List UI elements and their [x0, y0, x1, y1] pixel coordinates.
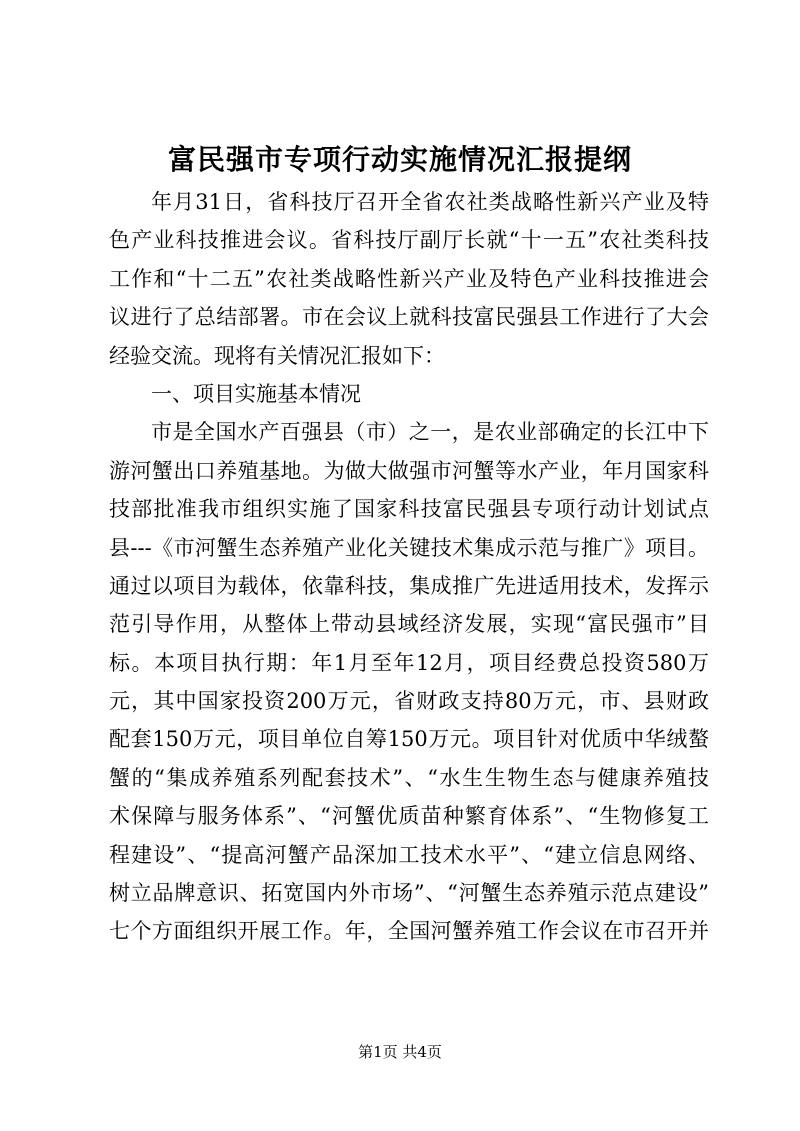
paragraph-line: 程建设”、“提高河蟹产品深加工技术水平”、“建立信息网络、	[109, 842, 709, 867]
paragraph-line: 范引导作用，从整体上带动县域经济发展，实现“富民强市”目	[109, 612, 709, 637]
paragraph-line: 经验交流。现将有关情况汇报如下：	[109, 343, 445, 368]
paragraph-line: 色产业科技推进会议。省科技厅副厅长就“十一五”农社类科技	[109, 228, 709, 253]
paragraph-line: 年月31日，省科技厅召开全省农社类战略性新兴产业及特	[151, 190, 709, 214]
paragraph-line: 议进行了总结部署。市在会议上就科技富民强县工作进行了大会	[109, 305, 709, 330]
paragraph-line: 术保障与服务体系”、“河蟹优质苗种繁育体系”、“生物修复工	[109, 804, 709, 829]
paragraph-line: 技部批准我市组织实施了国家科技富民强县专项行动计划试点	[109, 497, 709, 522]
paragraph-line: 配套150万元，项目单位自筹150万元。项目针对优质中华绒螯	[109, 727, 709, 752]
paragraph-line: 元，其中国家投资200万元，省财政支持80万元，市、县财政	[109, 689, 709, 714]
document-title: 富民强市专项行动实施情况汇报提纲	[167, 143, 632, 176]
paragraph-line: 蟹的“集成养殖系列配套技术”、“水生生物生态与健康养殖技	[109, 765, 709, 790]
paragraph-line: 树立品牌意识、拓宽国内外市场”、“河蟹生态养殖示范点建设”	[109, 881, 709, 906]
paragraph-line: 标。本项目执行期：年1月至年12月，项目经费总投资580万	[109, 650, 709, 675]
paragraph-line: 游河蟹出口养殖基地。为做大做强市河蟹等水产业，年月国家科	[109, 458, 709, 483]
page-footer	[0, 1042, 800, 1062]
paragraph-line: 县---《市河蟹生态养殖产业化关键技术集成示范与推广》项目。	[109, 535, 709, 560]
document-body	[109, 183, 709, 951]
paragraph-line: 通过以项目为载体，依靠科技，集成推广先进适用技术，发挥示	[109, 573, 709, 598]
section-heading: 一、项目实施基本情况	[151, 381, 361, 406]
paragraph-line: 七个方面组织开展工作。年，全国河蟹养殖工作会议在市召开并	[109, 919, 709, 944]
page-number: 第1页 共4页	[358, 1043, 442, 1061]
paragraph-line: 市是全国水产百强县（市）之一，是农业部确定的长江中下	[151, 420, 709, 445]
paragraph-line: 工作和“十二五”农社类战略性新兴产业及特色产业科技推进会	[109, 266, 709, 291]
